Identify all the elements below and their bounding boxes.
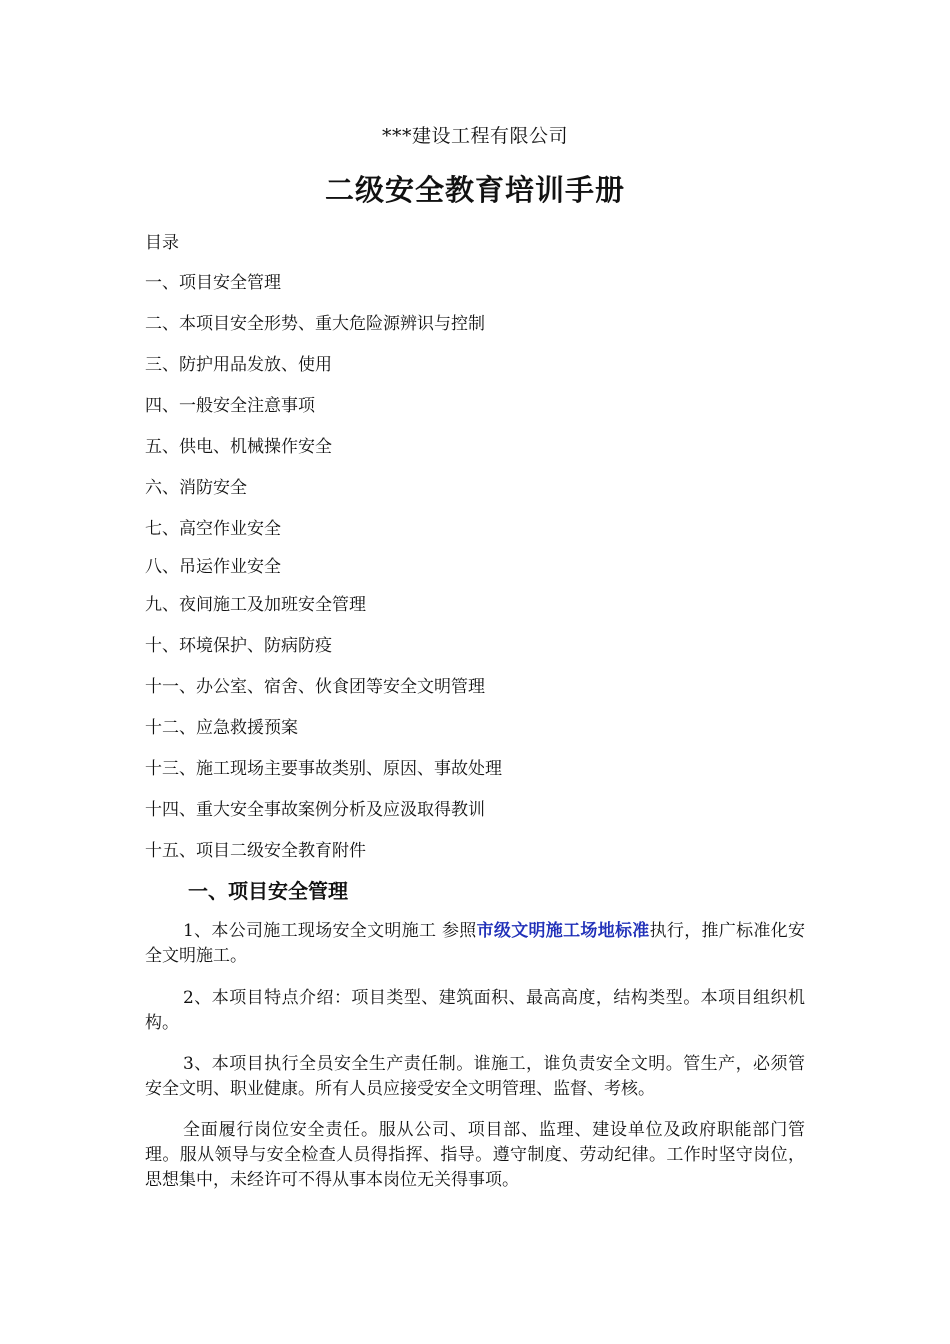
paragraph-4: 全面履行岗位安全责任。服从公司、项目部、监理、建设单位及政府职能部门管理。服从领导与安全检查人员得指挥、指导。遵守制度、劳动纪律。工作时坚守岗位，思想集中，未经许可不得从事本岗位无关得事项。 [145,1120,805,1190]
toc-item: 七、高空作业安全 [145,519,281,539]
toc-item: 二、本项目安全形势、重大危险源辨识与控制 [145,314,485,334]
paragraph-3: 3、本项目执行全员安全生产责任制。谁施工，谁负责安全文明。管生产，必须管安全文明、职业健康。所有人员应接受安全文明管理、监督、考核。 [145,1054,805,1099]
toc-item: 四、一般安全注意事项 [145,396,315,416]
toc-item: 八、吊运作业安全 [145,557,281,577]
paragraph-1-end: 执行，推广标准化安全文明施工。 [145,921,806,966]
toc-item: 三、防护用品发放、使用 [145,355,332,375]
toc-item: 十二、应急救援预案 [145,718,298,738]
toc-item: 六、消防安全 [145,478,247,498]
section-heading: 一、项目安全管理 [188,879,348,903]
toc-item: 十五、项目二级安全教育附件 [145,841,366,861]
company-name: ***建设工程有限公司 [381,125,568,147]
toc-item: 十四、重大安全事故案例分析及应汲取得教训 [145,800,485,820]
toc-item: 十三、施工现场主要事故类别、原因、事故处理 [145,759,502,779]
toc-item: 九、夜间施工及加班安全管理 [145,595,366,615]
paragraph-1 [145,919,805,969]
paragraph-1-start: 1、本公司施工现场安全文明施工 参照 [183,921,477,941]
toc-heading: 目录 [145,233,179,253]
standard-link[interactable]: 市级文明施工场地标准 [476,921,650,941]
toc-item: 五、供电、机械操作安全 [145,437,332,457]
document-title: 二级安全教育培训手册 [324,173,625,207]
toc-item: 十一、办公室、宿舍、伙食团等安全文明管理 [145,677,485,697]
toc-item: 十、环境保护、防病防疫 [145,636,332,656]
paragraph-2: 2、本项目特点介绍：项目类型、建筑面积、最高高度，结构类型。本项目组织机构。 [145,988,805,1033]
toc-item: 一、项目安全管理 [145,273,281,293]
